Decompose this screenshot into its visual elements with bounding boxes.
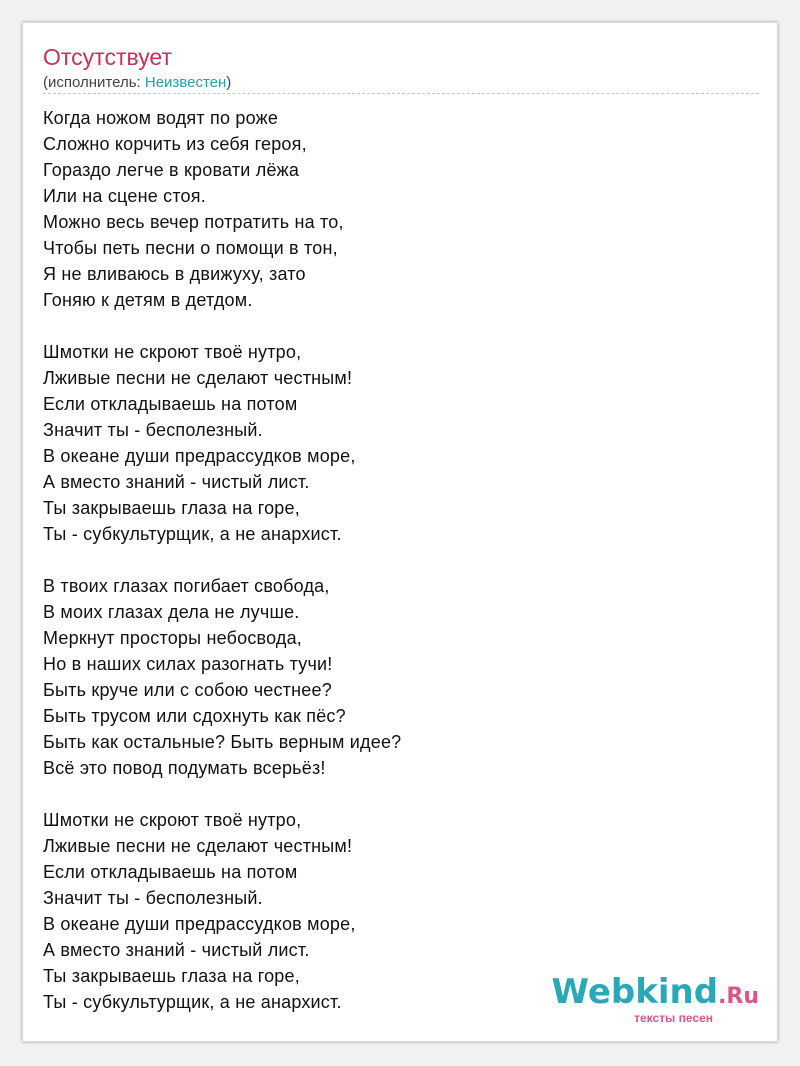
- lyrics-line: Быть круче или с собою честнее?: [43, 680, 332, 700]
- lyrics-line: Ты закрываешь глаза на горе,: [43, 498, 300, 518]
- artist-link[interactable]: Неизвестен: [144, 74, 227, 91]
- logo-wordmark: [551, 972, 759, 1014]
- lyrics-card: [22, 22, 778, 1042]
- logo-tagline: тексты песен: [634, 1011, 713, 1025]
- lyrics-line: Чтобы петь песни о помощи в тон,: [43, 238, 338, 258]
- lyrics-line: Быть трусом или сдохнуть как пёс?: [43, 706, 346, 726]
- lyrics-line: В моих глазах дела не лучше.: [43, 602, 300, 622]
- lyrics-line: Шмотки не скроют твоё нутро,: [43, 810, 302, 830]
- lyrics-line: Но в наших силах разогнать тучи!: [43, 654, 333, 674]
- lyrics-line: В океане души предрассудков море,: [43, 446, 356, 466]
- lyrics-line: Когда ножом водят по роже: [43, 108, 279, 128]
- lyrics-line: В твоих глазах погибает свобода,: [43, 576, 330, 596]
- lyrics-line: Всё это повод подумать всерьёз!: [43, 758, 326, 778]
- lyrics-stanza: [43, 807, 401, 1015]
- lyrics-line: А вместо знаний - чистый лист.: [43, 940, 310, 960]
- lyrics-stanza: [43, 105, 401, 313]
- lyrics-line: В океане души предрассудков море,: [43, 914, 356, 934]
- artist-prefix: (исполнитель:: [43, 74, 145, 91]
- site-logo[interactable]: [551, 972, 759, 1025]
- lyrics-line: Ты - субкультурщик, а не анархист.: [43, 992, 342, 1012]
- logo-tld: .Ru: [718, 984, 759, 1009]
- lyrics-line: Если откладываешь на потом: [43, 862, 298, 882]
- lyrics-line: Меркнут просторы небосвода,: [43, 628, 303, 648]
- lyrics-line: Гораздо легче в кровати лёжа: [43, 160, 300, 180]
- lyrics-line: Я не вливаюсь в движуху, зато: [43, 264, 306, 284]
- lyrics-text: [43, 105, 401, 1041]
- lyrics-line: Быть как остальные? Быть верным идее?: [43, 732, 402, 752]
- lyrics-line: Значит ты - бесполезный.: [43, 420, 263, 440]
- song-title: Отсутствует: [43, 44, 172, 70]
- lyrics-stanza: [43, 339, 401, 547]
- lyrics-line: Лживые песни не сделают честным!: [43, 368, 353, 388]
- lyrics-line: Лживые песни не сделают честным!: [43, 836, 353, 856]
- divider: [43, 93, 759, 94]
- lyrics-line: Значит ты - бесполезный.: [43, 888, 263, 908]
- lyrics-line: Шмотки не скроют твоё нутро,: [43, 342, 302, 362]
- lyrics-line: Ты закрываешь глаза на горе,: [43, 966, 300, 986]
- lyrics-line: Можно весь вечер потратить на то,: [43, 212, 344, 232]
- artist-suffix: ): [226, 74, 232, 91]
- lyrics-line: Ты - субкультурщик, а не анархист.: [43, 524, 342, 544]
- lyrics-line: Или на сцене стоя.: [43, 186, 206, 206]
- lyrics-line: Сложно корчить из себя героя,: [43, 134, 307, 154]
- lyrics-line: Гоняю к детям в детдом.: [43, 290, 253, 310]
- artist-line: [43, 73, 231, 93]
- logo-name: Webkind: [551, 972, 719, 1012]
- lyrics-stanza: [43, 573, 401, 781]
- lyrics-line: А вместо знаний - чистый лист.: [43, 472, 310, 492]
- lyrics-line: Если откладываешь на потом: [43, 394, 298, 414]
